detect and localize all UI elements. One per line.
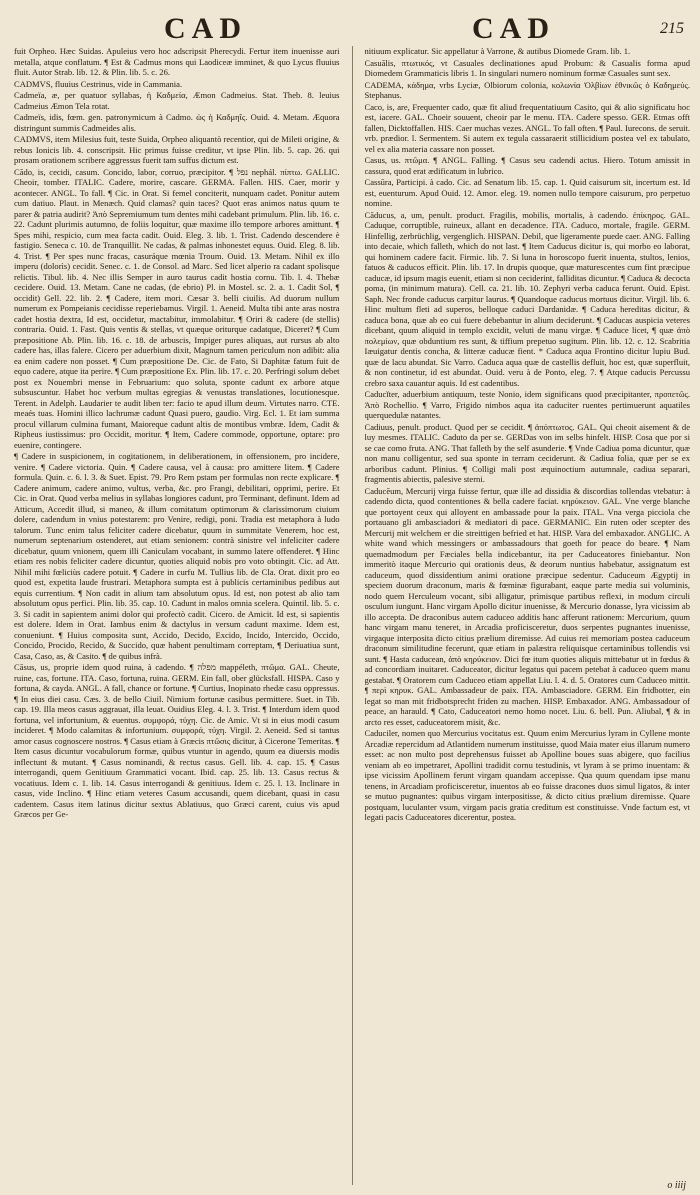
entry-paragraph: Caco, is, are, Frequenter cado, quæ fit aliud frequentatiuum Casito, qui & alio significatu hoc est, iacere. GAL. Choeir souuent, cheoir par le menu. ITA. Cadere spesso. GER. Etmas offt fallen, Dicktoffallen. HIS. Caer muchas vezes. ANGL. To fall often. ¶ Paul. Iurecons. de seruit. vrb. prædior. l. Sermentem. Si autem ex tegula cassaraerit stillicidium postea vel ex tabulato, vel ex alia materia cassare non posset.: [364, 101, 690, 154]
entry-paragraph: Casuālis, πτωτικός, vt Casuales declinationes apud Probum: & Casualis forma apud Diomedem Grammaticis libris 1. In singulari numero nominum formæ Casuales sunt sex.: [364, 57, 690, 78]
entry-paragraph: Cassūra, Participi. à cado. Cic. ad Senatum lib. 15. cap. 1. Quid caisurum sit, incertum est. Id est, euenturum. Apud Ouid. 12. Amor. eleg. 19. nomen nullo tempore caisurum, pro perpetuo nomine.: [364, 177, 690, 208]
entry-paragraph: Caducĭter, aduerbium antiquum, teste Nonio, idem significans quod præcipitanter, προπετῶς. Ἀπὸ Rochellio. ¶ Varro, Frigido nimbos aqua ita caduciter ruentes pertimuerunt aquatiles querquedulæ natantes.: [364, 389, 690, 420]
entry-paragraph: nitiuum explicatur. Sic appellatur à Varrone, & autibus Diomede Gram. lib. 1.: [364, 46, 631, 56]
column-divider: [352, 46, 353, 1185]
signature-mark: o iiij: [667, 1180, 686, 1191]
entry-paragraph: Cadiuus, penult. product. Quod per se cecidit. ¶ ἀπόπτωτος. GAL. Qui cheoit aisement & de luy mesmes. ITALIC. Caduto da per se. GERDas von im selbs hinfelt. HISP. Cosa que por si se cae como fruta. ANG. That falleth by the self asunderie. ¶ Vnde Cadiua poma dicuntur, quæ non manu colligentur, sed sua sponte in terram ceciderunt. & Cadiua folia, quæ per se ex arboribus cadunt. Plinius. ¶ Colligi mali post æquinoctium autumnale, cadiua separari, fragmentis abiectis, palesive sterni.: [364, 421, 690, 484]
entry-paragraph: CADMVS, item Milesius fuit, teste Suida, Orpheo aliquantò recentior, qui de Mileti origine, & rebus Ionicis lib. 4. conscripsit. Hic primus fuisse creditur, vt ipse Plin. lib. 5. cap. 26. qui prosam orationem scribere aggressus fuerit tam suffus dictum est.: [14, 134, 340, 165]
entry-paragraph: fuit Orpheo. Hæc Suidas. Apuleius vero hoc adscripsit Pherecydi. Fertur item inuenisse auri metalla, atque conflatum. ¶ Est & Cadmus mons qui Laodiceæ imminet, & quo Lycus fluuius fluit. Autor Strab. lib. 12. & Plin. lib. 5. c. 26.: [14, 46, 340, 77]
header-right-word: CAD: [472, 12, 555, 45]
entry-paragraph: CADMVS, fluuius Cestrinus, vide in Cammania.: [14, 78, 183, 89]
entry-paragraph: Cădo, is, cecidi, casum. Concido, labor, corruo, præcipitor. ¶ נפל nephál. πίπτω. GALLIC. Cheoir, tomber. ITALIC. Cadere, morire, cascare. GERMA. Fallen. HIS. Caer, morir y acontecer. ANGL. To fall. ¶ Cic. in Orat. Si femel conciterit, nunquam cadet. Ponitur autem cum datiuo. Plaut. in Menæch. Quid clamas? quin taces? Quot eras animos natus quum te parer & patria audirit? Ἀπὸ Sepremiumum tum dentes mihi cadebant primulum. Plin. lib. 16. c. 22. Cadunt plurimis autumno, de foliis loquitur, quæ maxime illo tempore arbores amittunt. ¶ Spes mihi, respicio, cum mea facta cadit. Ouid. Eleg. 3. lib. 1. Trist. Cadendo descendere è fastigio. Seneca c. 10. de Tranquillit. Ne cadas, & palmas inhonestet equus. Ouid. Eleg. 8. lib. 4. Trist. ¶ Per spes nunc fracas, casuráque mœnia Troum. Ouid. 13. Metam. Nihil ex illo imperu (dolorìs) cecidit. Senec. c. 1. de Consol. ad Marc. Sed licet alperio ra cadant spolisque relictis. Tibul. lib. 4. Nec illis Semper in auro taurus cadit hostia cornu. Tib. l. 4. Thebæ cecidere. Ouid. 13. Metam. Cane ne cadas, (de ebrio) Pl. in Mostel. sc. 2. a. 1. Cadit Sol, ¶ occidit) Gell. 22. lib. 2. ¶ Cadere, item mori. Cæsar 3. belli ciuilis. Ad duorum nullum numerum ex Pompeianis cecidisse reperiebamus. Virgil. 1. Aeneid. Multa tibi ante aras nostra cadet hostia dextra, Id est, occidetur, mactabitur, immolabitur. ¶ Oriri & cadere (de stellis) contraria. Ouid. 1. Fast. Quis ventis & stellas, vt quæque oriturque cadatque, Diceret? ¶ Cum præpositione Ab. Plin. lib. 16. c. 18. de arbuscis, Impiger pures aliquas, aut rursus ab alto cadere has, illas falere. Cicero per aduerbium dixit, Magnum tamen periculum non adibit: alia ea enim cadere non posset. ¶ Cum præpositione De. Cic. de Fato, Si Daphitæ fatum fuit de equo cadere, atque ita perire. ¶ Cum præpositione Ex. Plin. lib. 17. c. 20. Perfringi solum debet post ex Nouembri mense in Februarium: quo soluta, sponte cadunt ex arbore atque subsuscuntur. Habet hoc verbum multas egregias & venustas translationes, locutionesque. Terent. in Adelph. Laudarier te audit liben ter: facio te apud illum deum. Virtutes narro. CTE. meaés tuas. Homini illico lachrumæ cadunt Quasi puero, gaudio. Virg. Ecl. 1. Et iam summa procul villarum culmina fumant, Maioreque cadunt altis de montibus vmbræ. Idem, Cadit & Ripheus iustissimus: pro Occidit, moritur. ¶ Item, Cadere commode, opportune, optare: pro euenire, contingere.: [14, 166, 340, 450]
entry-paragraph: Cadmeïs, idis, fœm. gen. patronymicum à Cadmo. ὡς ἡ Καδμηΐς. Ouid. 4. Metam. Æquora distringunt summis Cadmeides alis.: [14, 112, 340, 133]
columns: [14, 46, 690, 1185]
entry-paragraph: Căducus, a, um, penult. product. Fragilis, mobilis, mortalis, à cadendo. ἐπίκηρος. GAL. Caduque, corruptible, ruineux, allant en decadence. ITA. Caduco, mortale, fragile. GERM. Hinfellig, zerbrüchlig, vergenglich. HISPAN. Debil, que ligeramente puede caer. ANG. Falling into decaie, which falleth, which do not last. ¶ Item Caducus dicitur is, qui morbo eo laborat, qui hominem cadere facit. Firmic. lib. 7. Si luna in horoscopo fuerit inuenta, stultos, lenios, fatuos & caducos efficit. Plin. lib. 17. In drupis quoque, quæ maturescentes cum fint præcipue caducæ, id ipsum magis euenit, etiam si non ceciderint, falliditas dicuntur. ¶ Caduca & decocta poma, (in minimum matura). Cell. ca. 21. lib. 10. Zephyri verba caduca ferunt. Ouid. Epist. Saph. Nec fronde caducus carpitur laurus. ¶ Quandoque caducus mortuus dicitur. Virgil. lib. 6. Hinc multum fleti ad superos, belloque caduci Dardanidæ. ¶ Caduca hereditas dicitur, & caduca bona, quæ ab eo cui fuere debebantur in alium deciderunt. ¶ Caducas auspicia veteres dicebant, quum aliquid in templo excidit, veluti de manu virgæ. ¶ Caduce licet, ¶ quæ ἀπὸ πολεμίων, quæ obduntium res sunt, & tiffium prepetuo sugitum. Plin. lib. 12. c. 12. Scabritia Iæuigatur dentis concha, & litteræ caducæ fient. * Caduca aqua Frontino dicitur lupiu Bud. quæ de lacu abundat. Sic Varro. Caduca aqua quæ de castellis defluit, hoc est, quæ superfluit, & non continetur, id est abundat. Ouid. veru à de Ponto, eleg. 7. ¶ Atque caducis Percussu crebro saxa cauantur aquis. Id est cadentibus.: [364, 209, 690, 388]
right-column: [365, 46, 691, 1185]
header-left-word: CAD: [164, 12, 247, 45]
entry-paragraph: ¶ Cadere in suspicionem, in cogitationem, in deliberationem, in offensionem, pro incidere, venire. ¶ Cadere victoria. Quin. ¶ Cadere causa, vel à causa: pro amittere litem. ¶ Cadere formula. Quin. c. 6. l. 3. & Suet. Epist. 79. Pro Rem pstam per formulas non recte explicare. ¶ Cadere animum, cadere animo, vultus, verba, &c. pro Frangi, debilitari, opprimi, perire. Et Cic. in Orat. Quod verba melius in syllabas longiores cadunt, pro Terminant, definunt. Idem ad Atticum, Accedit illud, si maneo, & illum comitatum optimorum & clarissimorum ciuium dolere, cadendum in vnius potestarem: pro Venire, redigi, poni. Tradia est metaphora à ludo talorum. Tunc enim talus feliciter cadere dicebatur, quum in summitate Venerem, hoc est, numerum septenarium ostenderet, aut etiam senionem: contrà sinistre vel infeliciter cadere dicebatur, quum vnionem, quem illi Caniculam vocabant, in summo latere offenderet. ¶ Hinc etiam res nobis feliciter cadere dicuntur, quoties aliquid nobis pro voto obtingit. Cic. ad Att. Nihil mihi fœliciùs cadere potuit. ¶ Cadere in curfu M. Tullius lib. de Cla. Orat. dixit pro eo quod est, expetita laude frustrari. Metaphora sumpta est à publicis certaminibus pedibus aut equis currentium. ¶ Non cadit in alium tam absolutum opus. Id est, non potest ab alio tam absolutum opus perfici. Plin. lib. 35. cap. 10. Cadunt in malos omnia scelera. Quintil. lib. 5. c. 3. Si cadit in sapientem animi dolor qui profectò cadit. Cicero. de Amicit. Id est, si sapientis est dolere. Idem in Orat. Iambus enim & dactylus in versum cadunt maxime. Idem est, conueniunt. ¶ Huius composita sunt, Accido, Decido, Excido, Incido, Intercido, Occido, Concido, Procido, Recido, & Succido, quæ habent penultimam correptam, ¶ Deriuatiua sunt, Casa, Caso, as, & Casito. ¶ de quibus infrà.: [14, 451, 340, 661]
entry-paragraph: Caducĕum, Mercurij virga fuisse fertur, quæ ille ad dissidia & discordias tollendas vtebatur: à cadendo dicta, quod contentiones & bella cadere faciat. κηρύκειον. GAL. Vne verge blanche que portoyent ceux qui alloyent en ambassade pour la paix. ITAL. Vna verga picciola che portauano gli ambasciadori & mediatori di pace. GERMANIC. Ein ruten oder scepter des Mercurij mit welchem er die streittigen befried et hat. HISP. Vara del embaxador. ANGLIC. A white wand which messingers or ambassadours that goeth for peace do beare. ¶ Nam quemadmodum per Fæciales bella indicebantur, ita per Caduceatores finiebantur. Non immeritò itaque Mercurio qui orationis deus, & deorum nuntius habebatur, assignatum est caduceum, quod dissidentium animi oratione præcipue sedentur. Caduceum Ægyptij in speciem duorum draconum, maris & fœminæ figurabant, eaque parte media sui voluminis, nodo quem Herculeum vocant, sibi alligatur, prìmisque partibus reflexi, in modum circuli osculum iungunt. Hanc virgam Apollo dicitur inuenisse, & Mercurio donasse, lyra vicissim ab illo accepta. De draconibus autem caduceo additis hanc afferunt rationem: Mercurium, quum hanc virgam manu teneret, in Arcadia proficisceretur, duos serpentes pugnantes inuenisse, virgaque interposita dicto citius prælium diremisse. Ad cuius rei memoriam postea caduceum draconum similitudine fecerunt, quæ etiam in palæstra reliquisque certaminibus tollendis vsi sunt. ¶ Hasta caducean, ἀπὸ κηρύκειον. Dici fœ itum quoties aliquis mittebatur ut in fœdus & ad concordiam inuitaret. Caduceator, dicitur legatus qui pacem petebat à caduceo quem manu gestabat. ¶ Oratorem cum Caduceo etiam appellat Liu. l. 4. d. 5. Oratores cum Caduceo mittit. ¶ περὶ κηρυκ. GAL. Ambassadeur de paix. ITA. Ambasciadore. GERM. Ein fridbotter, ein legat so man mit fridbotsprecht friden zu machen. HISP. Embaxador. ANG. Ambassadour of peace, an harauld. ¶ Cato, Caduceatori nemo homo nocet. Liu. 6. bell. Pun. Aliubal, ¶ & in arcto res esset, caduceatorem misit, &c.: [364, 485, 690, 727]
left-column: [14, 46, 340, 1185]
running-header: [14, 6, 690, 48]
page-number: 215: [660, 20, 684, 37]
entry-paragraph: Cadmeïa, æ, per quatuor syllabas, ἡ Καδμεία, Æmon Cadmeius. Stat. Theb. 8. leuius Cadmeius Æmon Tela rotat.: [14, 90, 340, 111]
entry-paragraph: Cāsus, us, proprie idem quod ruina, à cadendo. ¶ מפלה mappéleth, πτῶμα. GAL. Cheute, ruine, cas, fortune. ITA. Caso, fortuna, ruina. GERM. Ein fall, ober glücksfall. HISPA. Caso y fortuna, & cayda. ANGL. A fall, chance or fortune. ¶ Curtius, Inopinato rhedæ casu oppressus. ¶ In eius diei casu. Cæs. 3. de bello Ciuil. Nimium fortunæ casibus permittere. Suet. in Tib. cap. 19. Illa meos casus aggrauat, illa leuat. Ouidius Eleg. 4. l. 3. Trist. ¶ Interdum idem quod fortuna, vel infortunium, & euentus. συμφορά, τύχη. Cic. de Amic. Vt si in eius modi casum incideret. ¶ Modo calamitas & infortunium. συμφορά, τύχη. Virgil. 2. Aeneid. Sed si tantus amor casus cognoscere nostros. ¶ Casus etiam à Græcis πτῶσις dicitur, à Cicerone Temeritas. ¶ Item casus dicuntur vocabulorum formæ, quibus vtuntur in agendo, quum ea diuersis modis inflectunt & mutant. ¶ Casus nominandi, & rectus casus. Gell. lib. 4. cap. 15. ¶ Casus interrogandi, quem Genitiuum Grammatici vocant. Ibid. cap. 25. lib. 13. Casus rectus & vocatiuus. Idem c. 1. lib. 14. Casus interrogandi & genitiuus. Idem c. 25. l. 13. Inclinare in casus, vide Inclino. ¶ Hinc etiam veteres Casum accusandi, quem dicebant, quasi in casu cadentem. Casus item latinus dicitur sextus Ablatiuus, quo Græci carent, cuius vis apud Græcos per Ge-: [14, 662, 340, 819]
entry-paragraph: Casus, us. πτῶμα. ¶ ANGL. Falling. ¶ Casus seu cadendi actus. Hiero. Totum amissit in cassura, quod erat ædificatum in lubrico.: [364, 155, 690, 176]
entry-paragraph: Caduciler, nomen quo Mercurius vocitatus est. Quum enim Mercurius lyram in Cyllene monte Arcadiæ repercidum ad Atlantidem numerum instituisse, quod Maia mater eius illarum numero esset: ac non multo post deprehensus fuisset ab Apolline boues suas abigere, quo facilius veniam ab eo impetraret, Apollini tradidit cornu testudinis, vt lyram à se primo inuentam: & ipse vicissim Apollinem ferunt virgam quandam accepisse. Qua quum quendam ipse manu tenens, in Arcadiam proficisceretur, inuentos ab eo fuisse dracones duos simul ligatos, & inter se mutuo pugnantes: quibus virgam interpositisse, & dicto citius prælium diremisse. Quare postquam, luculanter vsum, virgam pacis gratia creditum est constituisse. Vnde factum est, vt legati pacis Caduceatores dicerentur, postea.: [364, 728, 690, 822]
entry-paragraph: CADEMA, κάδημα, vrbs Lyciæ, Olbiorum colonia, κολωνία Ὀλβίων ἐθνικῶς ὁ Καδημεύς. Stephanus.: [364, 79, 690, 100]
